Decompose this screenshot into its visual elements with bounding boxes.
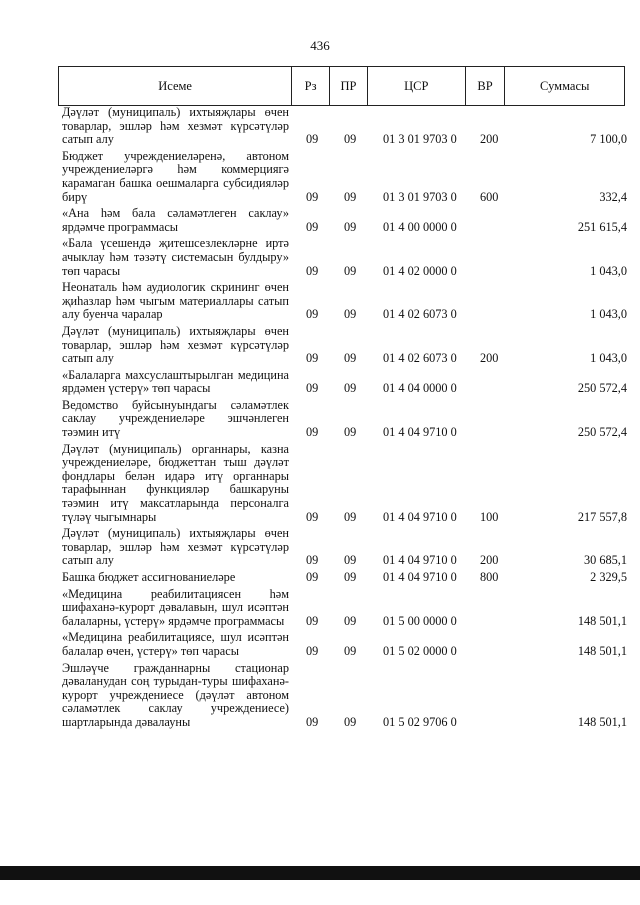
- row-vr: 600: [480, 189, 499, 204]
- table-body: [62, 106, 627, 730]
- row-sum: 30 685,1: [583, 553, 627, 568]
- row-csr: 01 4 04 9710 0: [383, 553, 457, 568]
- row-sum: 2 329,5: [590, 570, 627, 584]
- row-csr: 01 5 02 9706 0: [383, 714, 457, 729]
- row-name: Башка бюджет ассигнованиеләре: [62, 570, 236, 584]
- row-sum: 332,4: [599, 189, 627, 204]
- table-row: [62, 150, 627, 204]
- row-csr: 01 4 02 6073 0: [383, 307, 457, 322]
- row-sum: 148 501,1: [577, 714, 627, 729]
- page-number: 436: [310, 38, 330, 53]
- row-rz: 09: [306, 351, 319, 366]
- row-sum: 217 557,8: [577, 509, 627, 524]
- row-rz: 09: [306, 714, 319, 729]
- row-pr: 09: [344, 189, 357, 204]
- scan-edge-bar: [0, 866, 640, 880]
- row-csr: 01 3 01 9703 0: [383, 132, 457, 147]
- row-pr: 09: [344, 613, 357, 628]
- row-sum: 250 572,4: [577, 425, 627, 440]
- table-row: [62, 527, 627, 568]
- row-rz: 09: [306, 189, 319, 204]
- row-name: «Балаларга махсуслаштырылган медицина ярдәмен үстерү» төп чарасы: [62, 367, 289, 396]
- row-vr: 200: [480, 351, 499, 366]
- row-pr: 09: [344, 307, 357, 322]
- row-name: Ведомство буйсынуындагы сәламәтлек саклау учреждениеләре эшчәнлеген тәэмин итү: [62, 397, 289, 440]
- header-pr: ПР: [330, 67, 368, 105]
- table-row: [62, 631, 627, 658]
- row-sum: 250 572,4: [577, 381, 627, 396]
- row-name: Дәүләт (муниципаль) ихтыяҗлары өчен товарлар, эшләр һәм хезмәт күрсәтүләр сатып алу: [62, 105, 289, 147]
- row-csr: 01 4 02 6073 0: [383, 351, 457, 366]
- row-name: Бюджет учреждениеләренә, автоном учреждениеләргә һәм коммерциягә карамаган башка оешмаларга субсидияләр бирү: [62, 148, 289, 204]
- row-rz: 09: [306, 553, 319, 568]
- row-pr: 09: [344, 643, 357, 658]
- row-csr: 01 4 04 9710 0: [383, 570, 457, 584]
- row-sum: 1 043,0: [590, 351, 627, 366]
- row-rz: 09: [306, 425, 319, 440]
- row-vr: 200: [480, 553, 499, 568]
- table-row: [62, 399, 627, 440]
- row-rz: 09: [306, 509, 319, 524]
- row-vr: 200: [480, 132, 499, 147]
- row-csr: 01 4 04 9710 0: [383, 509, 457, 524]
- row-sum: 1 043,0: [590, 307, 627, 322]
- table-row: [62, 325, 627, 366]
- table-row: [62, 662, 627, 730]
- row-name: Дәүләт (муниципаль) ихтыяҗлары өчен товарлар, эшләр һәм хезмәт күрсәтүләр сатып алу: [62, 323, 289, 366]
- row-rz: 09: [306, 132, 319, 147]
- header-name: Исеме: [59, 67, 292, 105]
- row-rz: 09: [306, 570, 319, 584]
- row-csr: 01 4 04 0000 0: [383, 381, 457, 396]
- row-name: Дәүләт (муниципаль) органнары, казна учреждениеләре, бюджеттан тыш дәүләт фондлары белән идарә итү органнары тарафыннан функцияләр башкаруны тәэмин итү максатларында персоналга түләү чыгымнары: [62, 441, 289, 524]
- header-sum: Суммасы: [540, 78, 590, 93]
- row-name: «Ана һәм бала сәламәтлеген саклау» ярдәмче программасы: [62, 206, 289, 234]
- header-csr: ЦСР: [368, 67, 466, 105]
- row-sum: 7 100,0: [590, 132, 627, 147]
- row-rz: 09: [306, 219, 319, 234]
- row-csr: 01 5 02 0000 0: [383, 643, 457, 658]
- row-name: «Медицина реабилитациясен һәм шифаханә-курорт дәвалавын, шул исәптән балаларны, үстерү» ярдәмче программасы: [62, 586, 289, 628]
- table-row: [62, 369, 627, 396]
- row-rz: 09: [306, 643, 319, 658]
- table-row: [62, 207, 627, 234]
- row-pr: 09: [344, 714, 357, 729]
- table-row: [62, 281, 627, 322]
- row-pr: 09: [344, 351, 357, 366]
- row-name: «Медицина реабилитациясе, шул исәптән балалар өчен, үстерү» төп чарасы: [62, 630, 289, 658]
- row-rz: 09: [306, 263, 319, 278]
- row-vr: 100: [480, 509, 499, 524]
- row-name: Эшләүче гражданнарны стационар дәваланудан соң турыдан-туры шифаханә-курорт учреждениесе (дәүләт автоном сәламәтлек саклау учреждениесе) шартларында дәвалауны: [62, 660, 289, 729]
- row-pr: 09: [344, 570, 357, 584]
- row-rz: 09: [306, 381, 319, 396]
- row-rz: 09: [306, 307, 319, 322]
- header-vr: ВР: [466, 67, 506, 105]
- row-csr: 01 4 00 0000 0: [383, 219, 457, 234]
- table-row: [62, 588, 627, 629]
- row-pr: 09: [344, 509, 357, 524]
- row-pr: 09: [344, 553, 357, 568]
- row-name: Неонаталь һәм аудиологик скрининг өчен җиһазлар һәм чыгым материаллары сатып алу буенча чаралар: [62, 280, 289, 322]
- row-pr: 09: [344, 219, 357, 234]
- row-rz: 09: [306, 613, 319, 628]
- row-name: «Бала үсешендә җитешсезлекләрне иртә ачыклау һәм тәзәтү системасын булдыру» төп чарасы: [62, 236, 289, 278]
- table-row: [62, 237, 627, 278]
- row-sum: 1 043,0: [590, 263, 627, 278]
- row-pr: 09: [344, 132, 357, 147]
- header-rz: Рз: [292, 67, 330, 105]
- row-sum: 251 615,4: [577, 219, 627, 234]
- table-row: [62, 443, 627, 525]
- row-name: Дәүләт (муниципаль) ихтыяҗлары өчен товарлар, эшләр һәм хезмәт күрсәтүләр сатып алу: [62, 526, 289, 568]
- row-csr: 01 4 02 0000 0: [383, 263, 457, 278]
- table-row: [62, 571, 627, 585]
- table-row: [62, 106, 627, 147]
- row-pr: 09: [344, 425, 357, 440]
- row-pr: 09: [344, 381, 357, 396]
- row-vr: 800: [480, 570, 499, 584]
- table-header: [58, 66, 625, 106]
- row-sum: 148 501,1: [577, 613, 627, 628]
- row-sum: 148 501,1: [577, 643, 627, 658]
- row-csr: 01 3 01 9703 0: [383, 189, 457, 204]
- row-csr: 01 4 04 9710 0: [383, 425, 457, 440]
- row-csr: 01 5 00 0000 0: [383, 613, 457, 628]
- row-pr: 09: [344, 263, 357, 278]
